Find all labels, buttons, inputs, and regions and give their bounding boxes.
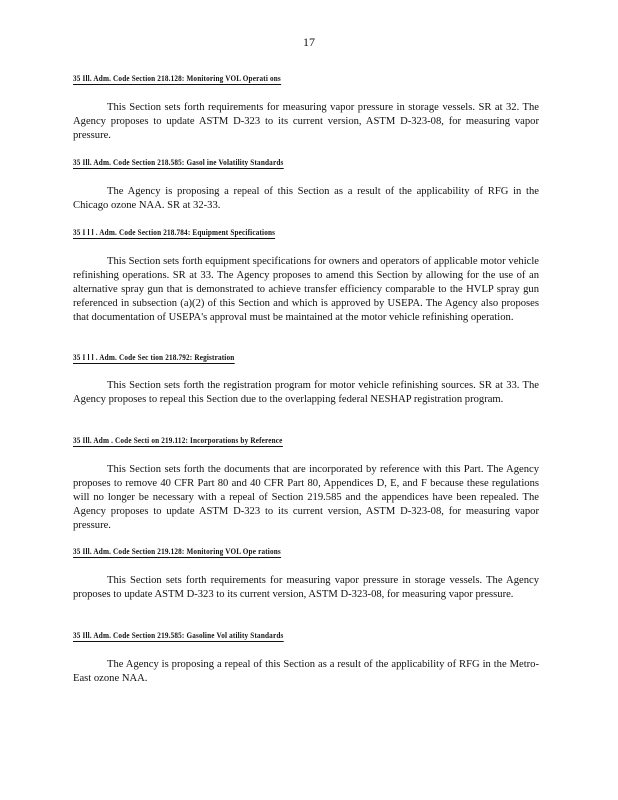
section-body-218-784: This Section sets forth equipment specifications for owners and operators of applicable motor vehicle refinishing operations. SR at 33. The Agency proposes to amend this Section by allowing for the use of an alternative spray gun that is demonstrated to achieve transfer efficiency comparable to the HVLP spray gun referenced in subsection (a)(2) of this Section and which is approved by USEPA. The Agency also proposes that documentation of USEPA's approval must be maintained at the motor vehicle refinishing operation. (73, 256, 539, 323)
section-body-219-585: The Agency is proposing a repeal of this Section as a result of the applicability of RFG in the Metro-East ozone NAA. (73, 659, 539, 684)
section-heading-219-112: 35 Ill. Adm . Code Secti on 219.112: Incorporations by Reference (73, 436, 283, 445)
section-heading-219-128: 35 Ill. Adm. Code Section 219.128: Monitoring VOL Ope rations (73, 547, 281, 556)
section-heading-218-128: 35 Ill. Adm. Code Section 218.128: Monitoring VOL Operati ons (73, 74, 281, 83)
section-body-219-128: This Section sets forth requirements for measuring vapor pressure in storage vessels. The Agency proposes to update ASTM D-323 to its current version, ASTM D-323-08, for measuring vapor pressure. (73, 575, 539, 600)
section-heading-219-585: 35 Ill. Adm. Code Section 219.585: Gasoline Vol atility Standards (73, 631, 284, 640)
section-body-218-128: This Section sets forth requirements for measuring vapor pressure in storage vessels. SR at 32. The Agency proposes to update ASTM D-323 to its current version, ASTM D-323-08, for measuring vapor pressure. (73, 102, 539, 141)
section-heading-218-784: 35 I l l . Adm. Code Section 218.784: Equipment Specifications (73, 228, 276, 237)
section-heading-218-792: 35 I l l . Adm. Code Sec tion 218.792: Registration (73, 353, 235, 362)
page-number: 17 (303, 35, 315, 49)
section-heading-218-585: 35 Ill. Adm. Code Section 218.585: Gasol ine Volatility Standards (73, 158, 284, 167)
section-body-219-112: This Section sets forth the documents that are incorporated by reference with this Part. The Agency proposes to remove 40 CFR Part 80 and 40 CFR Part 80, Appendices D, E, and F because these regulations will no longer be necessary with a repeal of Section 219.585 and the appendices have been repealed. The Agency proposes to update ASTM D-323 to its current version, ASTM D-323-08, for measuring vapor pressure. (73, 464, 539, 531)
section-body-218-585: The Agency is proposing a repeal of this Section as a result of the applicability of RFG in the Chicago ozone NAA. SR at 32-33. (73, 186, 539, 211)
section-body-218-792: This Section sets forth the registration program for motor vehicle refinishing sources. SR at 33. The Agency proposes to repeal this Section due to the overlapping federal NESHAP registration program. (73, 380, 539, 405)
